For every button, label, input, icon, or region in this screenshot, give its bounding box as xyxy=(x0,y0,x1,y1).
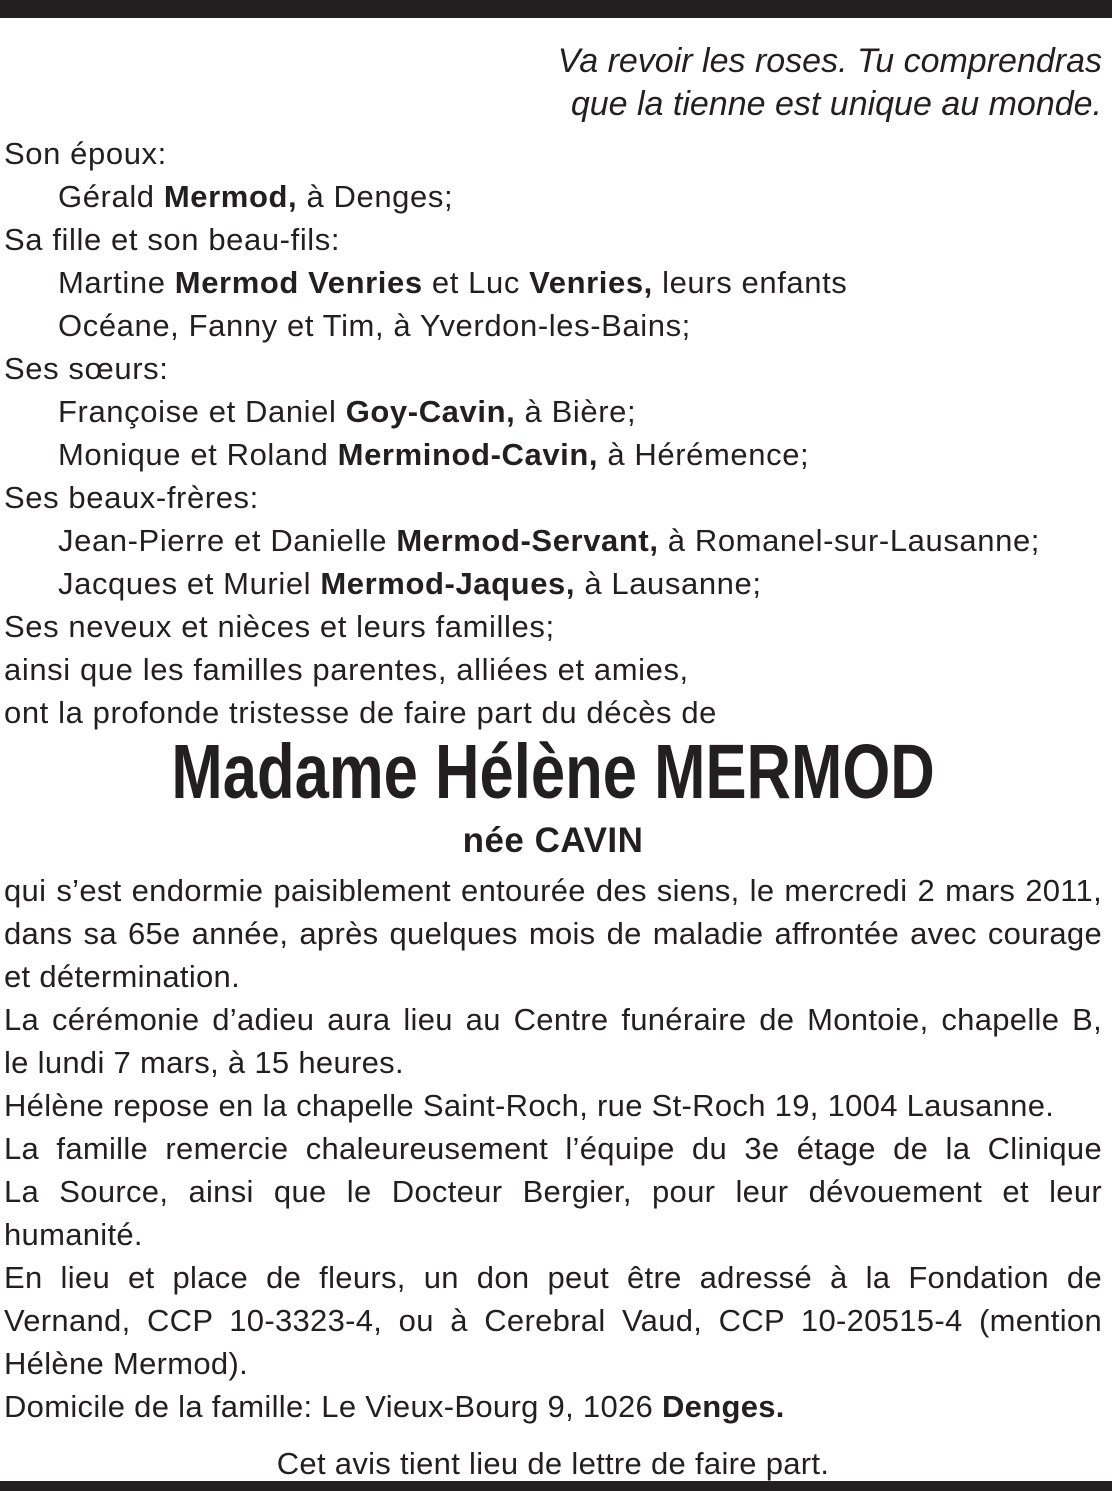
text-segment: à Romanel-sur-Lausanne; xyxy=(658,523,1041,558)
text-segment: La Source, ainsi que le Docteur Bergier, pour leur dévouement et leur xyxy=(4,1174,1102,1209)
text-segment: Ses sœurs: xyxy=(4,351,169,386)
text-line xyxy=(4,1213,1102,1256)
text-line xyxy=(4,1299,1102,1342)
text-line xyxy=(4,605,1102,648)
text-segment: Jean-Pierre et Danielle xyxy=(58,523,397,558)
text-segment: Son époux: xyxy=(4,136,167,171)
text-segment: Ses beaux-frères: xyxy=(4,480,259,515)
text-segment: humanité. xyxy=(4,1217,143,1252)
text-segment: dans sa 65e année, après quelques mois de maladie affrontée avec courage xyxy=(4,916,1102,951)
bold-name-segment: Mermod-Jaques, xyxy=(320,566,576,601)
text-line xyxy=(4,1127,1102,1170)
text-line xyxy=(4,955,1102,998)
text-segment: à Denges; xyxy=(297,179,454,214)
text-line xyxy=(4,691,1102,734)
text-line xyxy=(4,476,1102,519)
text-segment: leurs enfants xyxy=(652,265,848,300)
text-segment: La famille remercie chaleureusement l’équipe du 3e étage de la Clinique xyxy=(4,1131,1102,1166)
bold-name-segment: Venries, xyxy=(529,265,653,300)
text-segment: à Hérémence; xyxy=(598,437,810,472)
text-line xyxy=(4,562,1102,605)
text-line xyxy=(4,175,1102,218)
deceased-name-text: Madame Hélène MERMOD xyxy=(171,729,935,815)
text-line xyxy=(4,261,1102,304)
announcement-content xyxy=(0,18,1112,1485)
text-line xyxy=(4,998,1102,1041)
text-segment: Gérald xyxy=(58,179,164,214)
text-segment: Océane, Fanny et Tim, à Yverdon-les-Bains; xyxy=(58,308,691,343)
text-line xyxy=(4,648,1102,691)
text-line xyxy=(4,1256,1102,1299)
text-segment: Sa fille et son beau-fils: xyxy=(4,222,341,257)
text-line xyxy=(4,83,1102,126)
text-segment: Jacques et Muriel xyxy=(58,566,321,601)
text-segment: Monique et Roland xyxy=(58,437,338,472)
text-segment: Vernand, CCP 10-3323-4, ou à Cerebral Vaud, CCP 10-20515-4 (mention xyxy=(4,1303,1102,1338)
text-segment: En lieu et place de fleurs, un don peut être adressé à la Fondation de xyxy=(4,1260,1102,1295)
text-segment: à Lausanne; xyxy=(575,566,762,601)
announcement-text xyxy=(4,869,1102,1428)
text-line xyxy=(4,40,1102,83)
text-segment: Va revoir les roses. Tu comprendras xyxy=(557,42,1102,80)
text-line xyxy=(4,132,1102,175)
closing-line: Cet avis tient lieu de lettre de faire part. xyxy=(276,1446,830,1481)
text-segment: Martine xyxy=(58,265,175,300)
family-list xyxy=(4,132,1102,734)
text-line xyxy=(4,519,1102,562)
top-rule xyxy=(0,0,1112,18)
text-line xyxy=(4,304,1102,347)
text-segment: La cérémonie d’adieu aura lieu au Centre funéraire de Montoie, chapelle B, xyxy=(4,1002,1102,1037)
text-segment: que la tienne est unique au monde. xyxy=(570,85,1102,123)
text-segment: à Bière; xyxy=(515,394,637,429)
text-line xyxy=(4,390,1102,433)
text-line xyxy=(4,912,1102,955)
bold-name-segment: Goy-Cavin, xyxy=(345,394,516,429)
text-segment: Ses neveux et nièces et leurs familles; xyxy=(4,609,555,644)
text-segment: ont la profonde tristesse de faire part du décès de xyxy=(4,695,718,730)
text-line xyxy=(4,1385,1102,1428)
deceased-name-title xyxy=(4,730,1102,814)
bottom-rule xyxy=(0,1481,1112,1491)
bold-name-segment: Mermod, xyxy=(163,179,298,214)
text-segment: Hélène repose en la chapelle Saint-Roch, rue St-Roch 19, 1004 Lausanne. xyxy=(4,1088,1055,1123)
bold-name-segment: Merminod-Cavin, xyxy=(337,437,599,472)
text-line xyxy=(4,869,1102,912)
text-segment: Hélène Mermod). xyxy=(4,1346,248,1381)
text-line xyxy=(4,347,1102,390)
text-line xyxy=(4,1170,1102,1213)
text-segment: et détermination. xyxy=(4,959,241,994)
text-segment: Domicile de la famille: Le Vieux-Bourg 9, 1026 xyxy=(4,1389,662,1424)
text-segment: Françoise et Daniel xyxy=(58,394,346,429)
text-segment: et Luc xyxy=(422,265,530,300)
text-segment: qui s’est endormie paisiblement entourée des siens, le mercredi 2 mars 2011, xyxy=(4,873,1102,908)
bold-name-segment: Denges. xyxy=(662,1389,785,1424)
maiden-name-subtitle: née CAVIN xyxy=(462,821,644,860)
text-segment: ainsi que les familles parentes, alliées et amies, xyxy=(4,652,689,687)
bold-name-segment: Mermod Venries xyxy=(174,265,423,300)
text-line xyxy=(4,218,1102,261)
text-line xyxy=(4,1342,1102,1385)
epigraph xyxy=(4,40,1102,126)
text-segment: le lundi 7 mars, à 15 heures. xyxy=(4,1045,404,1080)
text-line xyxy=(4,1041,1102,1084)
text-line xyxy=(4,433,1102,476)
bold-name-segment: Mermod-Servant, xyxy=(396,523,659,558)
text-line xyxy=(4,1084,1102,1127)
